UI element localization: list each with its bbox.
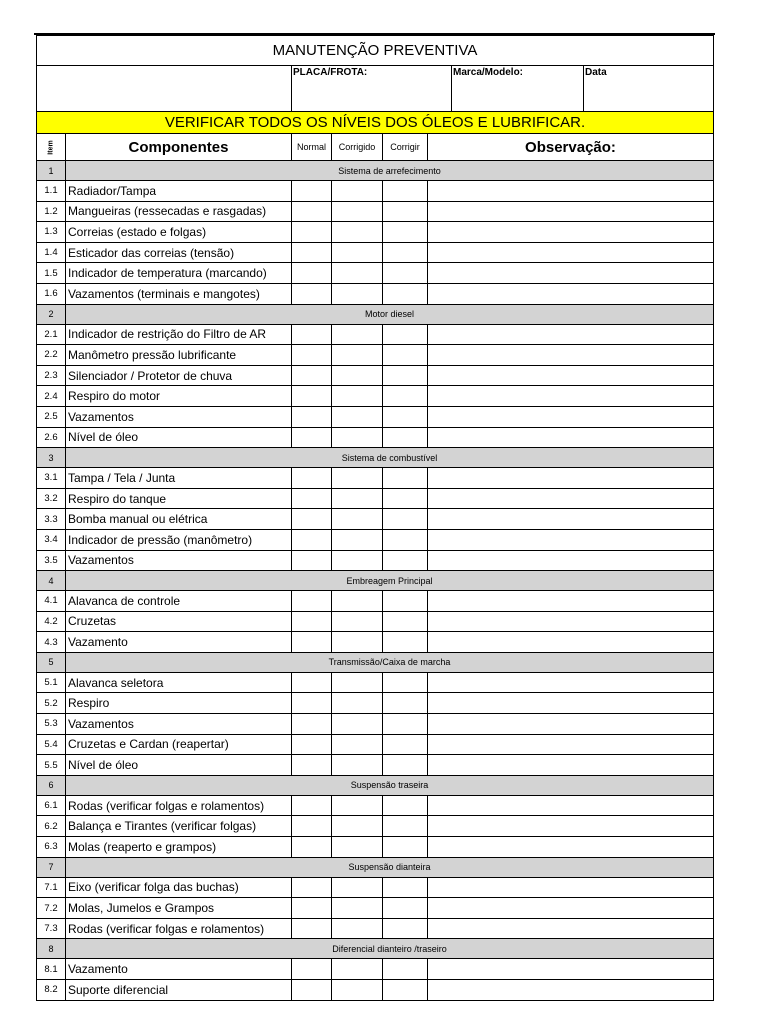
item-component: Nível de óleo: [66, 755, 292, 776]
item-component: Radiador/Tampa: [66, 181, 292, 202]
corrigir-check-cell[interactable]: [383, 283, 428, 304]
marca-modelo-field[interactable]: Marca/Modelo:: [452, 66, 584, 112]
normal-check-cell[interactable]: [292, 242, 332, 263]
corrigir-check-cell[interactable]: [383, 365, 428, 386]
section-number: 5: [37, 652, 66, 672]
item-number: 3.2: [37, 488, 66, 509]
table-row: [37, 632, 714, 653]
table-row: [37, 365, 714, 386]
observacao-cell[interactable]: [428, 611, 714, 632]
item-number: 1.3: [37, 222, 66, 243]
corrigir-check-cell[interactable]: [383, 222, 428, 243]
observacao-cell[interactable]: [428, 837, 714, 858]
section-row: [37, 652, 714, 672]
maintenance-table: [36, 35, 714, 1001]
section-name: Suspensão traseira: [66, 775, 714, 795]
corrigir-check-cell[interactable]: [383, 611, 428, 632]
table-row: [37, 242, 714, 263]
item-number: 4.1: [37, 591, 66, 612]
section-name: Diferencial dianteiro /traseiro: [66, 939, 714, 959]
corrigir-check-cell[interactable]: [383, 181, 428, 202]
item-component: Cruzetas: [66, 611, 292, 632]
corrigir-check-cell[interactable]: [383, 386, 428, 407]
corrigir-check-cell[interactable]: [383, 755, 428, 776]
item-component: Respiro do motor: [66, 386, 292, 407]
section-name: Suspensão dianteira: [66, 857, 714, 877]
observacao-cell[interactable]: [428, 714, 714, 735]
corrigido-check-cell[interactable]: [332, 324, 383, 345]
item-number: 4.2: [37, 611, 66, 632]
table-row: [37, 877, 714, 898]
item-component: Respiro: [66, 693, 292, 714]
table-row: [37, 324, 714, 345]
observacao-cell[interactable]: [428, 468, 714, 489]
table-row: [37, 795, 714, 816]
item-component: Mangueiras (ressecadas e rasgadas): [66, 201, 292, 222]
item-number: 4.3: [37, 632, 66, 653]
normal-check-cell[interactable]: [292, 509, 332, 530]
item-component: Molas, Jumelos e Grampos: [66, 898, 292, 919]
normal-check-cell[interactable]: [292, 693, 332, 714]
corrigir-check-cell[interactable]: [383, 427, 428, 448]
section-row: [37, 939, 714, 959]
corrigido-check-cell[interactable]: [332, 632, 383, 653]
observacao-cell[interactable]: [428, 488, 714, 509]
section-number: 8: [37, 939, 66, 959]
section-row: [37, 448, 714, 468]
item-number: 2.3: [37, 365, 66, 386]
item-number: 2.1: [37, 324, 66, 345]
table-row: [37, 550, 714, 571]
corrigido-check-cell[interactable]: [332, 714, 383, 735]
table-row: [37, 591, 714, 612]
corrigido-check-cell[interactable]: [332, 365, 383, 386]
corrigido-check-cell[interactable]: [332, 468, 383, 489]
observacao-cell[interactable]: [428, 632, 714, 653]
observacao-cell[interactable]: [428, 386, 714, 407]
item-number: 3.3: [37, 509, 66, 530]
table-row: [37, 406, 714, 427]
section-name: Motor diesel: [66, 304, 714, 324]
table-row: [37, 529, 714, 550]
observacao-header: Observação:: [428, 134, 714, 161]
observacao-cell[interactable]: [428, 959, 714, 980]
corrigido-check-cell[interactable]: [332, 898, 383, 919]
item-number: 7.2: [37, 898, 66, 919]
normal-check-cell[interactable]: [292, 591, 332, 612]
componentes-header: Componentes: [66, 134, 292, 161]
table-row: [37, 755, 714, 776]
normal-check-cell[interactable]: [292, 201, 332, 222]
observacao-cell[interactable]: [428, 242, 714, 263]
normal-check-cell[interactable]: [292, 632, 332, 653]
section-row: [37, 775, 714, 795]
item-number: 3.4: [37, 529, 66, 550]
corrigir-check-cell[interactable]: [383, 324, 428, 345]
normal-check-cell[interactable]: [292, 550, 332, 571]
section-row: [37, 857, 714, 877]
section-number: 6: [37, 775, 66, 795]
table-row: [37, 918, 714, 939]
item-number: 6.3: [37, 837, 66, 858]
item-number: 1.2: [37, 201, 66, 222]
corrigir-check-cell[interactable]: [383, 672, 428, 693]
normal-check-cell[interactable]: [292, 222, 332, 243]
corrigir-header: Corrigir: [383, 134, 428, 161]
normal-check-cell[interactable]: [292, 672, 332, 693]
corrigido-check-cell[interactable]: [332, 795, 383, 816]
observacao-cell[interactable]: [428, 283, 714, 304]
item-number: 6.2: [37, 816, 66, 837]
normal-check-cell[interactable]: [292, 795, 332, 816]
normal-check-cell[interactable]: [292, 324, 332, 345]
corrigir-check-cell[interactable]: [383, 488, 428, 509]
item-component: Molas (reaperto e grampos): [66, 837, 292, 858]
normal-check-cell[interactable]: [292, 755, 332, 776]
item-component: Alavanca de controle: [66, 591, 292, 612]
item-number: 6.1: [37, 795, 66, 816]
observacao-cell[interactable]: [428, 734, 714, 755]
table-row: [37, 386, 714, 407]
corrigir-check-cell[interactable]: [383, 345, 428, 366]
section-row: [37, 161, 714, 181]
item-component: Correias (estado e folgas): [66, 222, 292, 243]
item-component: Vazamento: [66, 632, 292, 653]
corrigir-check-cell[interactable]: [383, 550, 428, 571]
corrigido-check-cell[interactable]: [332, 283, 383, 304]
normal-check-cell[interactable]: [292, 468, 332, 489]
observacao-cell[interactable]: [428, 222, 714, 243]
observacao-cell[interactable]: [428, 201, 714, 222]
item-component: Vazamentos: [66, 550, 292, 571]
observacao-cell[interactable]: [428, 980, 714, 1001]
table-row: [37, 468, 714, 489]
corrigido-check-cell[interactable]: [332, 345, 383, 366]
item-component: Vazamentos: [66, 406, 292, 427]
table-row: [37, 345, 714, 366]
item-number: 1.1: [37, 181, 66, 202]
observacao-cell[interactable]: [428, 898, 714, 919]
table-row: [37, 734, 714, 755]
item-component: Silenciador / Protetor de chuva: [66, 365, 292, 386]
corrigir-check-cell[interactable]: [383, 918, 428, 939]
corrigir-check-cell[interactable]: [383, 591, 428, 612]
corrigido-check-cell[interactable]: [332, 222, 383, 243]
normal-check-cell[interactable]: [292, 345, 332, 366]
item-number: 7.1: [37, 877, 66, 898]
corrigido-check-cell[interactable]: [332, 406, 383, 427]
corrigir-check-cell[interactable]: [383, 693, 428, 714]
observacao-cell[interactable]: [428, 795, 714, 816]
corrigido-check-cell[interactable]: [332, 427, 383, 448]
table-row: [37, 898, 714, 919]
item-number: 2.2: [37, 345, 66, 366]
corrigido-check-cell[interactable]: [332, 488, 383, 509]
observacao-cell[interactable]: [428, 550, 714, 571]
item-number: 1.6: [37, 283, 66, 304]
observacao-cell[interactable]: [428, 877, 714, 898]
normal-check-cell[interactable]: [292, 529, 332, 550]
normal-check-cell[interactable]: [292, 837, 332, 858]
item-number: 3.1: [37, 468, 66, 489]
normal-check-cell[interactable]: [292, 714, 332, 735]
corrigido-check-cell[interactable]: [332, 877, 383, 898]
observacao-cell[interactable]: [428, 263, 714, 284]
corrigido-check-cell[interactable]: [332, 386, 383, 407]
normal-check-cell[interactable]: [292, 386, 332, 407]
section-name: Embreagem Principal: [66, 571, 714, 591]
table-row: [37, 509, 714, 530]
item-number: 1.4: [37, 242, 66, 263]
section-number: 2: [37, 304, 66, 324]
observacao-cell[interactable]: [428, 591, 714, 612]
section-row: [37, 571, 714, 591]
item-number: 5.5: [37, 755, 66, 776]
corrigido-check-cell[interactable]: [332, 201, 383, 222]
item-column-header: Item: [37, 134, 66, 161]
section-name: Transmissão/Caixa de marcha: [66, 652, 714, 672]
observacao-cell[interactable]: [428, 816, 714, 837]
section-name: Sistema de arrefecimento: [66, 161, 714, 181]
observacao-cell[interactable]: [428, 181, 714, 202]
corrigir-check-cell[interactable]: [383, 734, 428, 755]
section-row: [37, 304, 714, 324]
observacao-cell[interactable]: [428, 529, 714, 550]
corrigir-check-cell[interactable]: [383, 714, 428, 735]
normal-check-cell[interactable]: [292, 611, 332, 632]
corrigido-check-cell[interactable]: [332, 611, 383, 632]
corrigir-check-cell[interactable]: [383, 529, 428, 550]
observacao-cell[interactable]: [428, 918, 714, 939]
table-row: [37, 980, 714, 1001]
table-row: [37, 672, 714, 693]
corrigido-check-cell[interactable]: [332, 959, 383, 980]
observacao-cell[interactable]: [428, 324, 714, 345]
item-number: 5.2: [37, 693, 66, 714]
item-number: 8.2: [37, 980, 66, 1001]
corrigido-check-cell[interactable]: [332, 529, 383, 550]
corrigido-check-cell[interactable]: [332, 591, 383, 612]
table-row: [37, 427, 714, 448]
table-row: [37, 611, 714, 632]
table-row: [37, 693, 714, 714]
corrigido-check-cell[interactable]: [332, 980, 383, 1001]
item-component: Indicador de restrição do Filtro de AR: [66, 324, 292, 345]
instruction-banner: VERIFICAR TODOS OS NÍVEIS DOS ÓLEOS E LUBRIFICAR.: [37, 112, 714, 134]
observacao-cell[interactable]: [428, 755, 714, 776]
section-number: 7: [37, 857, 66, 877]
item-number: 1.5: [37, 263, 66, 284]
normal-check-cell[interactable]: [292, 959, 332, 980]
corrigir-check-cell[interactable]: [383, 837, 428, 858]
item-component: Balança e Tirantes (verificar folgas): [66, 816, 292, 837]
placa-frota-field[interactable]: PLACA/FROTA:: [292, 66, 452, 112]
corrigido-check-cell[interactable]: [332, 672, 383, 693]
normal-check-cell[interactable]: [292, 263, 332, 284]
item-number: 2.4: [37, 386, 66, 407]
item-component: Nível de óleo: [66, 427, 292, 448]
corrigido-header: Corrigido: [332, 134, 383, 161]
corrigir-check-cell[interactable]: [383, 201, 428, 222]
section-number: 3: [37, 448, 66, 468]
item-component: Suporte diferencial: [66, 980, 292, 1001]
corrigido-check-cell[interactable]: [332, 181, 383, 202]
normal-check-cell[interactable]: [292, 181, 332, 202]
table-row: [37, 959, 714, 980]
table-row: [37, 181, 714, 202]
item-component: Vazamentos: [66, 714, 292, 735]
normal-check-cell[interactable]: [292, 365, 332, 386]
item-component: Rodas (verificar folgas e rolamentos): [66, 918, 292, 939]
item-number: 5.3: [37, 714, 66, 735]
item-component: Indicador de temperatura (marcando): [66, 263, 292, 284]
normal-check-cell[interactable]: [292, 283, 332, 304]
item-component: Cruzetas e Cardan (reapertar): [66, 734, 292, 755]
corrigir-check-cell[interactable]: [383, 898, 428, 919]
normal-check-cell[interactable]: [292, 406, 332, 427]
table-row: [37, 714, 714, 735]
corrigir-check-cell[interactable]: [383, 980, 428, 1001]
table-row: [37, 201, 714, 222]
item-component: Alavanca seletora: [66, 672, 292, 693]
table-row: [37, 488, 714, 509]
table-row: [37, 222, 714, 243]
normal-check-cell[interactable]: [292, 816, 332, 837]
item-component: Vazamentos (terminais e mangotes): [66, 283, 292, 304]
table-row: [37, 263, 714, 284]
corrigido-check-cell[interactable]: [332, 837, 383, 858]
item-component: Esticador das correias (tensão): [66, 242, 292, 263]
data-field[interactable]: Data: [584, 66, 714, 112]
observacao-cell[interactable]: [428, 345, 714, 366]
corrigido-check-cell[interactable]: [332, 918, 383, 939]
normal-check-cell[interactable]: [292, 898, 332, 919]
observacao-cell[interactable]: [428, 509, 714, 530]
corrigido-check-cell[interactable]: [332, 693, 383, 714]
observacao-cell[interactable]: [428, 406, 714, 427]
item-number: 7.3: [37, 918, 66, 939]
table-row: [37, 837, 714, 858]
normal-check-cell[interactable]: [292, 427, 332, 448]
checklist-document: [36, 35, 713, 1001]
section-number: 1: [37, 161, 66, 181]
corrigir-check-cell[interactable]: [383, 468, 428, 489]
normal-check-cell[interactable]: [292, 918, 332, 939]
corrigido-check-cell[interactable]: [332, 816, 383, 837]
section-name: Sistema de combustível: [66, 448, 714, 468]
item-number: 3.5: [37, 550, 66, 571]
observacao-cell[interactable]: [428, 672, 714, 693]
corrigir-check-cell[interactable]: [383, 406, 428, 427]
item-component: Bomba manual ou elétrica: [66, 509, 292, 530]
corrigir-check-cell[interactable]: [383, 632, 428, 653]
item-number: 2.5: [37, 406, 66, 427]
observacao-cell[interactable]: [428, 427, 714, 448]
item-component: Respiro do tanque: [66, 488, 292, 509]
corrigir-check-cell[interactable]: [383, 959, 428, 980]
item-component: Manômetro pressão lubrificante: [66, 345, 292, 366]
corrigido-check-cell[interactable]: [332, 242, 383, 263]
section-number: 4: [37, 571, 66, 591]
normal-header: Normal: [292, 134, 332, 161]
normal-check-cell[interactable]: [292, 734, 332, 755]
document-title: MANUTENÇÃO PREVENTIVA: [37, 36, 714, 66]
corrigido-check-cell[interactable]: [332, 734, 383, 755]
observacao-cell[interactable]: [428, 693, 714, 714]
corrigir-check-cell[interactable]: [383, 877, 428, 898]
table-row: [37, 816, 714, 837]
normal-check-cell[interactable]: [292, 877, 332, 898]
item-number: 8.1: [37, 959, 66, 980]
normal-check-cell[interactable]: [292, 980, 332, 1001]
item-number: 2.6: [37, 427, 66, 448]
normal-check-cell[interactable]: [292, 488, 332, 509]
observacao-cell[interactable]: [428, 365, 714, 386]
corrigir-check-cell[interactable]: [383, 795, 428, 816]
corrigido-check-cell[interactable]: [332, 550, 383, 571]
corrigir-check-cell[interactable]: [383, 816, 428, 837]
item-number: 5.4: [37, 734, 66, 755]
item-number: 5.1: [37, 672, 66, 693]
corrigido-check-cell[interactable]: [332, 263, 383, 284]
item-component: Vazamento: [66, 959, 292, 980]
corrigir-check-cell[interactable]: [383, 263, 428, 284]
table-row: [37, 283, 714, 304]
corrigir-check-cell[interactable]: [383, 242, 428, 263]
corrigido-check-cell[interactable]: [332, 509, 383, 530]
item-component: Rodas (verificar folgas e rolamentos): [66, 795, 292, 816]
item-component: Tampa / Tela / Junta: [66, 468, 292, 489]
corrigir-check-cell[interactable]: [383, 509, 428, 530]
corrigido-check-cell[interactable]: [332, 755, 383, 776]
blank-info-cell: [37, 66, 292, 112]
item-component: Eixo (verificar folga das buchas): [66, 877, 292, 898]
item-component: Indicador de pressão (manômetro): [66, 529, 292, 550]
